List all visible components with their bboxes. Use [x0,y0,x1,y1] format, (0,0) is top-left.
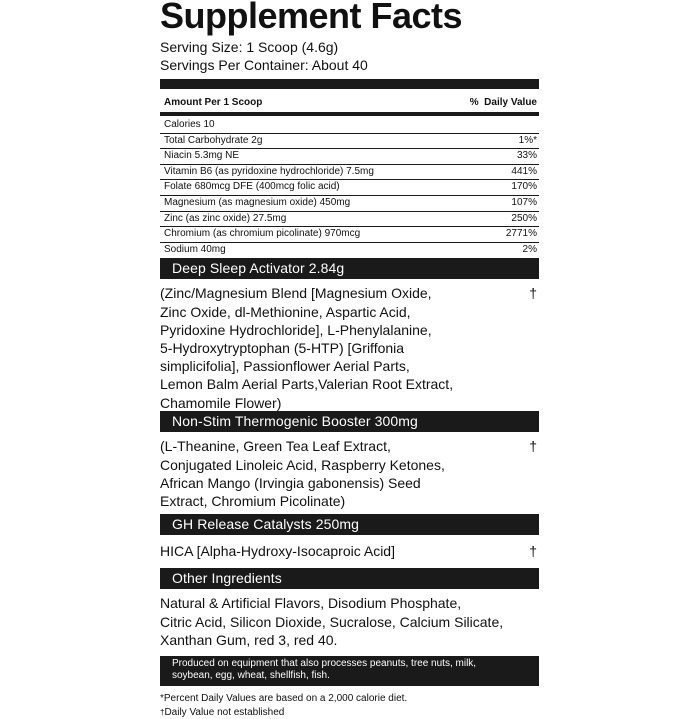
nutrient-dv: 33% [516,150,537,162]
thick-divider [160,79,539,89]
ingredient-list: HICA [Alpha-Hydroxy-Isocaproic Acid] [160,543,395,560]
panel-title: Supplement Facts [160,0,463,36]
table-row [160,180,539,196]
servings-per-container: Servings Per Container: About 40 [160,57,368,73]
table-header [160,89,539,112]
serving-size: Serving Size: 1 Scoop (4.6g) [160,39,339,55]
footnote-not-established [160,706,539,719]
supplement-facts-panel [160,0,539,719]
dagger-mark: † [529,438,537,455]
nutrient-name: Folate 680mcg DFE (400mcg folic acid) [164,181,340,193]
nutrient-dv: 2771% [505,228,537,240]
nutrient-name: Calories 10 [164,119,215,130]
section-header-thermogenic: Non-Stim Thermogenic Booster 300mg [160,411,539,432]
table-row [160,118,539,134]
table-row [160,196,539,212]
table-row [160,212,539,228]
nutrient-name: Chromium (as chromium picolinate) 970mcg [164,228,361,240]
nutrient-name: Niacin 5.3mg NE [164,150,240,162]
section-header-other-ingredients: Other Ingredients [160,568,539,589]
ingredient-list: (L-Theanine, Green Tea Leaf Extract, Conjugated Linoleic Acid, Raspberry Ketones, African Mango (Irvingia gabonensis) Seed Extract, Chromium Picolinate) [160,438,445,509]
ingredient-list: (Zinc/Magnesium Blend [Magnesium Oxide, Zinc Oxide, dl-Methionine, Aspartic Acid, Pyridoxine Hydrochloride], L-Phenylalanine, 5-Hydroxytryptophan (5-HTP) [Griffonia simplicifolia], Passionflower Aerial Parts, Lemon Balm Aerial Parts,Valerian Root Extract, Chamomile Flower) [160,285,454,411]
nutrient-dv: 2% [522,243,537,255]
dagger-mark: † [529,285,537,302]
section-body-gh-release [160,542,539,564]
section-header-gh-release: GH Release Catalysts 250mg [160,514,539,535]
nutrient-name: Vitamin B6 (as pyridoxine hydrochloride) 7.5mg [164,165,374,177]
section-body-thermogenic [160,437,539,512]
section-body-deep-sleep [160,284,539,409]
not-established-text: Daily Value not established [164,707,285,719]
table-row [160,165,539,181]
nutrient-table [160,118,539,257]
nutrient-name: Magnesium (as magnesium oxide) 450mg [164,196,351,208]
allergen-notice: Produced on equipment that also processes peanuts, tree nuts, milk, soybean, egg, wheat, shellfish, fish. [160,656,539,686]
nutrient-name: Sodium 40mg [164,243,226,255]
other-ingredients-list: Natural & Artificial Flavors, Disodium Phosphate, Citric Acid, Silicon Dioxide, Sucralose, Calcium Silicate, Xanthan Gum, red 3, red 40. [160,595,504,648]
nutrient-dv: 441% [511,165,537,177]
dagger-mark: † [529,543,537,560]
dagger-symbol: † [160,708,165,718]
table-row [160,134,539,150]
nutrient-name: Total Carbohydrate 2g [164,134,263,146]
nutrient-name: Zinc (as zinc oxide) 27.5mg [164,212,287,224]
nutrient-dv: 250% [511,212,537,224]
section-header-deep-sleep: Deep Sleep Activator 2.84g [160,258,539,279]
medium-divider [160,112,539,116]
table-row [160,149,539,165]
table-row [160,227,539,243]
nutrient-dv: 170% [511,181,537,193]
daily-value-label: % Daily Value [469,97,537,108]
table-row [160,243,539,258]
nutrient-dv: 1%* [518,134,537,146]
amount-per-serving-label: Amount Per 1 Scoop [164,97,263,108]
footnote-percent-dv: *Percent Daily Values are based on a 2,000 calorie diet. [160,693,408,705]
nutrient-dv: 107% [511,196,537,208]
other-ingredients-body [160,594,539,654]
